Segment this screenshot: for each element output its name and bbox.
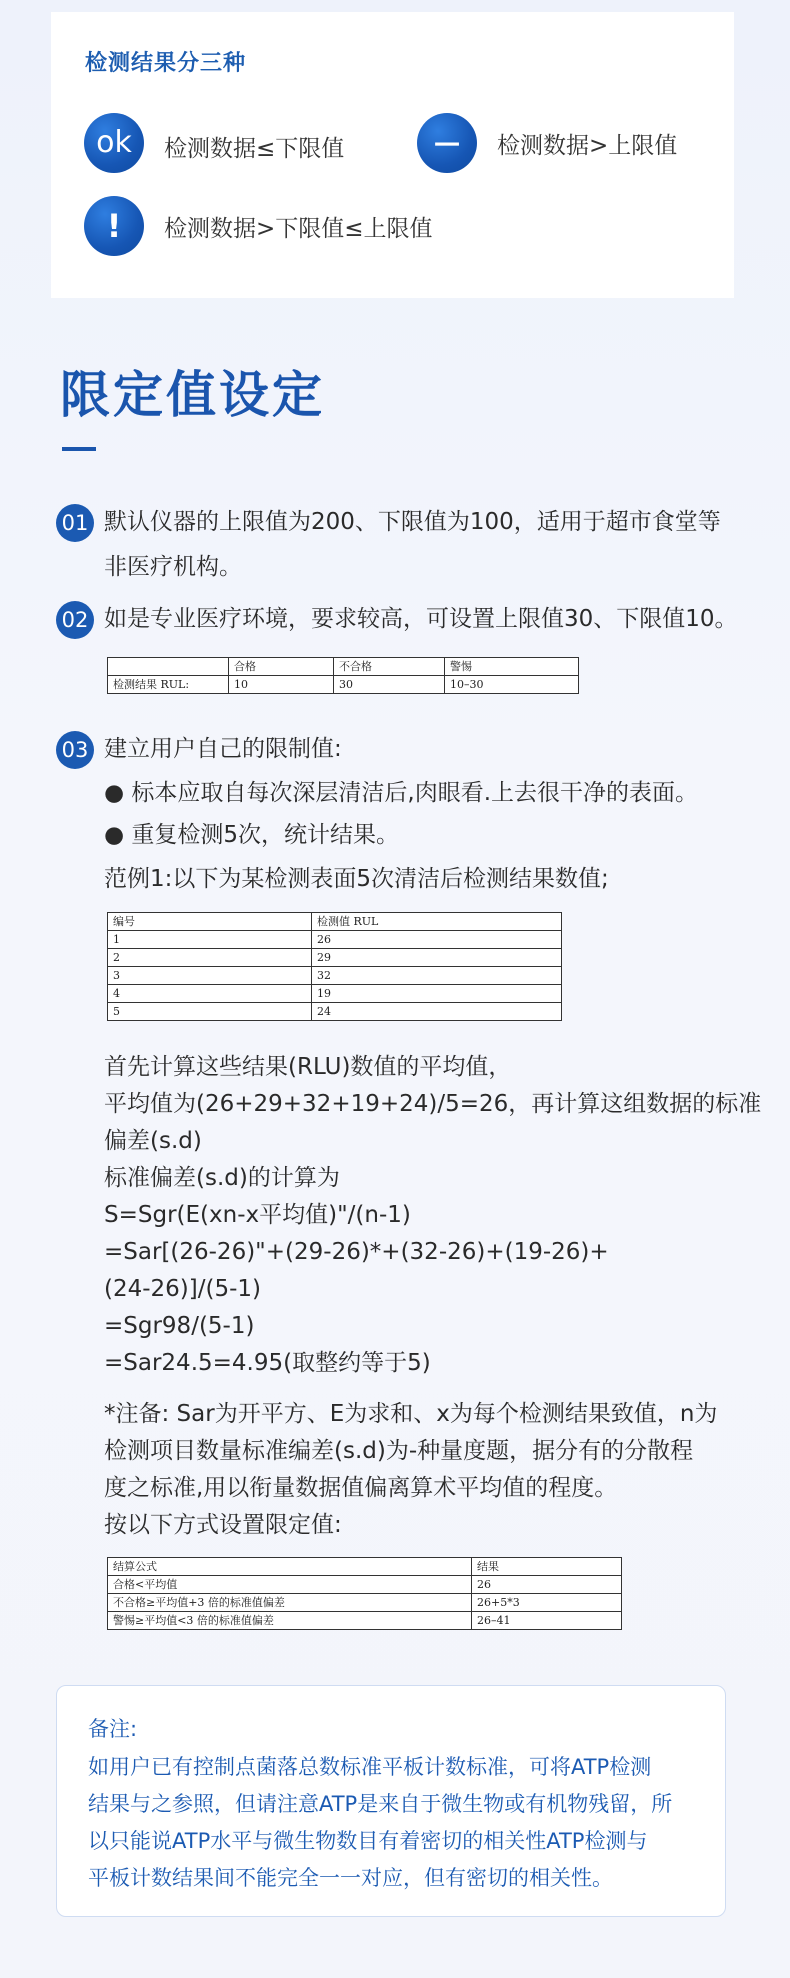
table-cell [108,658,229,676]
calc-line: =Sar24.5=4.95(取整约等于5) [104,1350,431,1376]
table-cell: 合格<平均值 [108,1576,472,1594]
calc-line: 首先计算这些结果(RLU)数值的平均值， [104,1054,512,1080]
table-cell: 2 [108,949,312,967]
exclamation-icon: ! [84,196,144,256]
table-cell: 24 [312,1003,562,1021]
table-row [108,1576,622,1594]
table-cell: 4 [108,985,312,1003]
table-cell: 合格 [229,658,334,676]
table-cell: 32 [312,967,562,985]
item-03-line-1: 建立用户自己的限制值: [104,736,342,762]
annotation-line: 度之标准,用以衔量数据值偏离算术平均值的程度。 [104,1475,618,1501]
table-row [108,913,562,931]
table-cell: 警惕≥平均值<3 倍的标准值偏差 [108,1612,472,1630]
calc-line: 偏差(s.d) [104,1128,202,1154]
table-row [108,1558,622,1576]
note-line: 平板计数结果间不能完全一一对应，但有密切的相关性。 [88,1866,613,1890]
result-over-upper-text: 检测数据>上限值 [497,132,678,159]
table-row [108,1003,562,1021]
table-row [108,1594,622,1612]
table-cell: 编号 [108,913,312,931]
table-cell: 1 [108,931,312,949]
table-cell: 不合格 [334,658,445,676]
item-02-line-1: 如是专业医疗环境，要求较高，可设置上限值30、下限值10。 [104,606,738,632]
table-cell: 结算公式 [108,1558,472,1576]
section-title: 限定值设定 [60,366,325,424]
result-ok-text: 检测数据≤下限值 [164,135,345,162]
table-cell: 警惕 [445,658,579,676]
table-row [108,931,562,949]
table-cell: 不合格≥平均值+3 倍的标准值偏差 [108,1594,472,1612]
calc-line: S=Sgr(E(xn-x平均值)"/(n-1) [104,1202,411,1228]
table-cell: 29 [312,949,562,967]
result-types-card [51,12,734,298]
measurement-table [107,912,562,1021]
table-row [108,949,562,967]
table-cell: 检测值 RUL [312,913,562,931]
table-cell: 结果 [472,1558,622,1576]
bullet-item: ● 标本应取自每次深层清洁后,肉眼看.上去很干净的表面。 [104,780,699,806]
calc-line: 标准偏差(s.d)的计算为 [104,1165,340,1191]
table-row [108,967,562,985]
example-intro: 范例1:以下为某检测表面5次清洁后检测结果数值; [104,866,609,892]
calc-line: 平均值为(26+29+32+19+24)/5=26，再计算这组数据的标准 [104,1091,762,1117]
note-line: 以只能说ATP水平与微生物数目有着密切的相关性ATP检测与 [88,1829,648,1853]
note-line: 结果与之参照，但请注意ATP是来自于微生物或有机物残留，所 [88,1792,673,1816]
calc-line: (24-26)]/(5-1) [104,1276,262,1302]
table-row [108,1612,622,1630]
table-cell: 3 [108,967,312,985]
calc-line: =Sgr98/(5-1) [104,1313,255,1339]
item-number-01: 01 [56,504,94,542]
result-ok [84,113,344,173]
item-01-line-1: 默认仪器的上限值为200、下限值为100，适用于超市食堂等 [104,509,721,535]
table-cell: 检测结果 RUL: [108,676,229,694]
table-cell: 10–30 [445,676,579,694]
bullet-item: ● 重复检测5次，统计结果。 [104,822,400,848]
table-cell: 19 [312,985,562,1003]
minus-icon: − [417,113,477,173]
table-cell: 26+5*3 [472,1594,622,1612]
table-row [108,985,562,1003]
annotation-line: 按以下方式设置限定值: [104,1512,342,1538]
result-over-upper [417,113,677,173]
ok-icon: ok [84,113,144,173]
card-title: 检测结果分三种 [85,51,247,76]
title-underline [62,447,96,451]
calc-line: =Sar[(26-26)"+(29-26)*+(32-26)+(19-26)+ [104,1239,609,1265]
limit-table [107,657,579,694]
note-label: 备注: [88,1717,138,1741]
annotation-line: *注备: Sar为开平方、E为求和、x为每个检测结果致值，n为 [104,1401,718,1427]
table-cell: 5 [108,1003,312,1021]
formula-table [107,1557,622,1630]
table-cell: 26–41 [472,1612,622,1630]
table-row [108,658,579,676]
item-number-02: 02 [56,601,94,639]
note-box [56,1685,726,1917]
table-row [108,676,579,694]
note-line: 如用户已有控制点菌落总数标准平板计数标准，可将ATP检测 [88,1755,652,1779]
table-cell: 26 [472,1576,622,1594]
table-cell: 10 [229,676,334,694]
table-cell: 30 [334,676,445,694]
result-warning [84,196,433,256]
table-cell: 26 [312,931,562,949]
annotation-line: 检测项目数量标准编差(s.d)为-种量度题，据分有的分散程 [104,1438,694,1464]
item-01-line-2: 非医疗机构。 [104,554,242,580]
item-number-03: 03 [56,731,94,769]
result-warning-text: 检测数据>下限值≤上限值 [164,215,433,242]
